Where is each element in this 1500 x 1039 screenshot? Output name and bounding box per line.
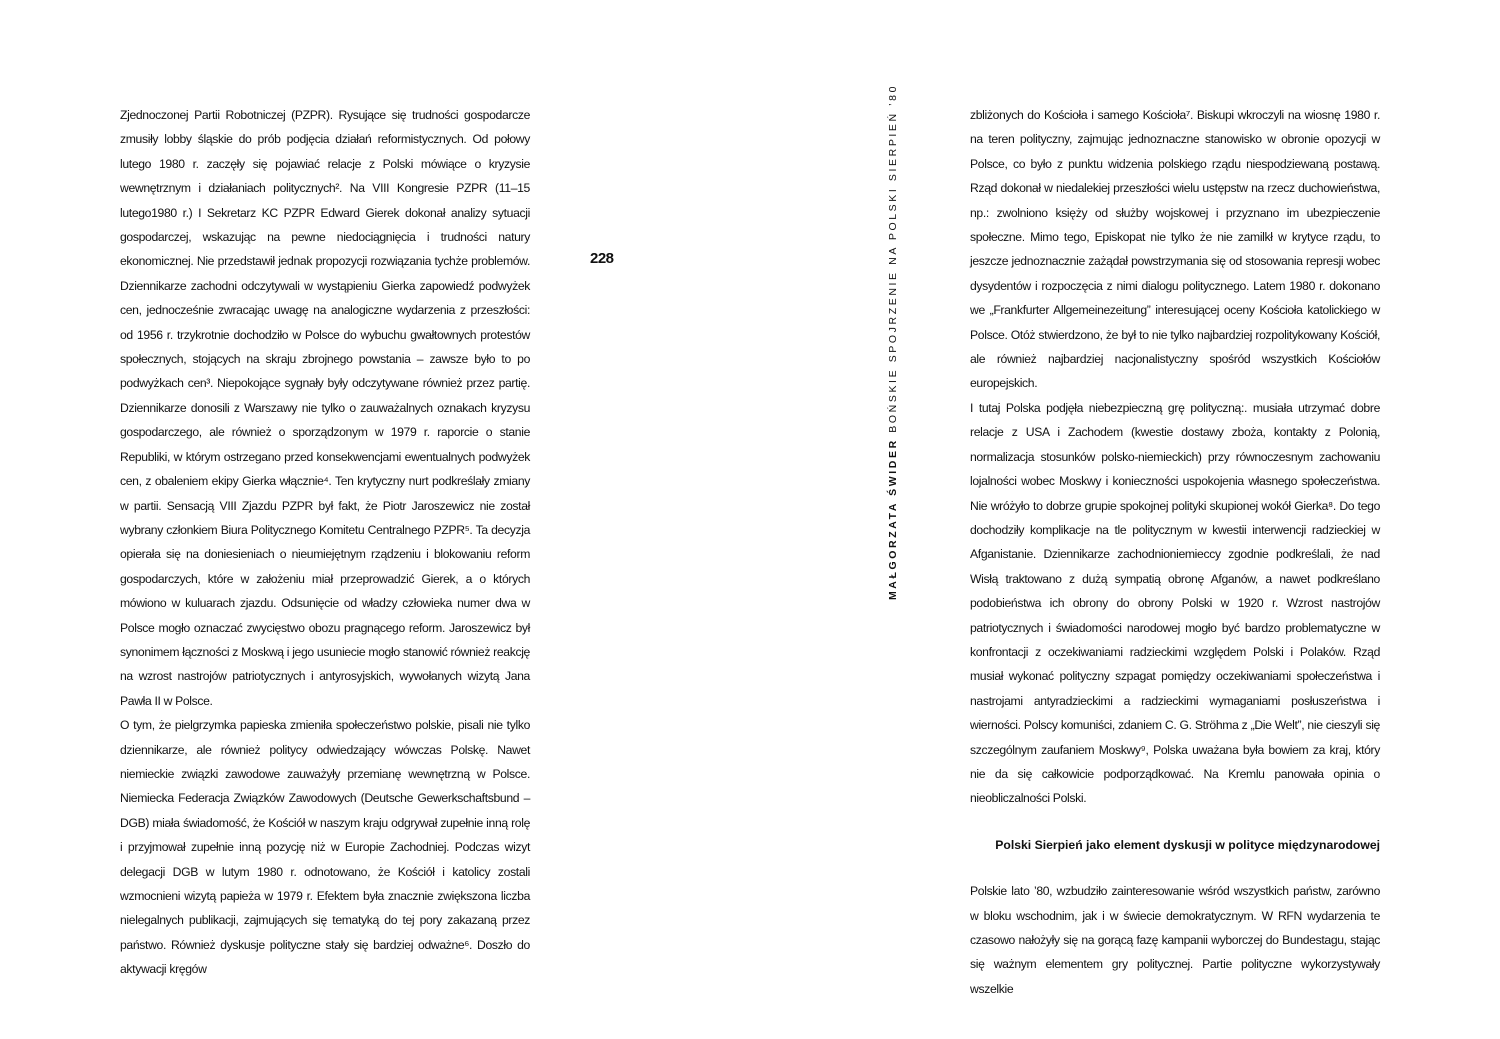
page-number: 228 xyxy=(590,250,614,267)
section-heading: Polski Sierpień jako element dyskusji w polityce międzynarodowej xyxy=(995,837,1380,852)
right-page-column xyxy=(970,103,1380,1001)
right-paragraph-1: zbliżonych do Kościoła i samego Kościoła⁷. Biskupi wkroczyli na wiosnę 1980 r. na teren polityczny, zajmując jednoznaczne stanowisko w obronie opozycji w Polsce, co było z punktu widzenia polskiego rządu niespodziewaną postawą. Rząd dokonał w niedalekiej przeszłości wielu ustępstw na rzecz duchowieństwa, np.: zwolniono księży od służby wojskowej i przyznano im ubezpieczenie społeczne. Mimo tego, Episkopat nie tylko że nie zamilkł w krytyce rządu, to jeszcze jednoznacznie zażądał powstrzymania się od stosowania represji wobec dysydentów i rozpoczęcia z nimi dialogu politycznego. Latem 1980 r. dokonano we „Frankfurter Allgemeinezeitung” interesującej oceny Kościoła katolickiego w Polsce. Otóż stwierdzono, że był to nie tylko najbardziej rozpolitykowany Kościół, ale również najbardziej nacjonalistyczny spośród wszystkich Kościołów europejskich. xyxy=(970,108,1380,391)
left-page-column xyxy=(120,103,530,982)
running-head-title: BOŃSKIE SPOJRZENIE NA POLSKI SIERPIEŃ ’80 xyxy=(887,83,899,439)
right-paragraph-3: Polskie lato ’80, wzbudziło zainteresowanie wśród wszystkich państw, zarówno w bloku wschodnim, jak i w świecie demokratycznym. W RFN wydarzenia te czasowo nałożyły się na gorącą fazę kampanii wyborczej do Bundestagu, stając się ważnym elementem gry politycznej. Partie polityczne wykorzystywały wszelkie xyxy=(970,884,1380,996)
left-paragraph-1: Zjednoczonej Partii Robotniczej (PZPR). Rysujące się trudności gospodarcze zmusiły lobby śląskie do prób podjęcia działań reformistycznych. Od połowy lutego 1980 r. zaczęły się pojawiać relacje z Polski mówiące o kryzysie wewnętrznym i działaniach politycznych². Na VIII Kongresie PZPR (11–15 lutego1980 r.) I Sekretarz KC PZPR Edward Gierek dokonał analizy sytuacji gospodarczej, wskazując na pewne niedociągnięcia i trudności natury ekonomicznej. Nie przedstawił jednak propozycji rozwiązania tychże problemów. Dziennikarze zachodni odczytywali w wystąpieniu Gierka zapowiedź podwyżek cen, jednocześnie zwracając uwagę na analogiczne wydarzenia z przeszłości: od 1956 r. trzykrotnie dochodziło w Polsce do wybuchu gwałtownych protestów społecznych, stojących na skraju zbrojnego powstania – zawsze było to po podwyżkach cen³. Niepokojące sygnały były odczytywane również przez partię. Dziennikarze donosili z Warszawy nie tylko o zauważalnych oznakach kryzysu gospodarczego, ale również o sporządzonym w 1979 r. raporcie o stanie Republiki, w którym ostrzegano przed konsekwencjami ewentualnych podwyżek cen, z obaleniem ekipy Gierka włącznie⁴. Ten krytyczny nurt podkreślały zmiany w partii. Sensacją VIII Zjazdu PZPR był fakt, że Piotr Jaroszewicz nie został wybrany członkiem Biura Politycznego Komitetu Centralnego PZPR⁵. Ta decyzja opierała się na doniesieniach o nieumiejętnym rządzeniu i blokowaniu reform gospodarczych, które w założeniu miał przeprowadzić Gierek, a o których mówiono w kuluarach zjazdu. Odsunięcie od władzy człowieka numer dwa w Polsce mogło oznaczać zwycięstwo obozu pragnącego reform. Jaroszewicz był synonimem łączności z Moskwą i jego usuniecie mogło stanowić również reakcję na wzrost nastrojów patriotycznych i antyrosyjskich, wywołanych wizytą Jana Pawła II w Polsce. xyxy=(120,108,530,708)
right-paragraph-2: I tutaj Polska podjęła niebezpieczną grę polityczną:. musiała utrzymać dobre relacje z USA i Zachodem (kwestie dostawy zboża, kontakty z Polonią, normalizacja stosunków polsko-niemieckich) przy równoczesnym zachowaniu lojalności wobec Moskwy i konieczności uspokojenia własnego społeczeństwa. Nie wróżyło to dobrze grupie spokojnej polityki skupionej wokół Gierka⁸. Do tego dochodziły komplikacje na tle politycznym w kwestii interwencji radzieckiej w Afganistanie. Dziennikarze zachodnioniemieccy zgodnie podkreślali, że nad Wisłą traktowano z dużą sympatią obronę Afganów, a nawet podkreślano podobieństwa ich obrony do obrony Polski w 1920 r. Wzrost nastrojów patriotycznych i świadomości narodowej mogło być bardzo problematyczne w konfrontacji z oczekiwaniami radzieckimi względem Polski i Polaków. Rząd musiał wykonać polityczny szpagat pomiędzy oczekiwaniami społeczeństwa i nastrojami antyradzieckimi a radzieckimi wymaganiami posłuszeństwa i wierności. Polscy komuniści, zdaniem C. G. Ströhma z „Die Welt”, nie cieszyli się szczególnym zaufaniem Moskwy⁹, Polska uważana była bowiem za kraj, który nie da się całkowicie podporządkować. Na Kremlu panowała opinia o nieobliczalności Polski. xyxy=(970,400,1380,806)
running-head-author: MAŁGORZATA ŚWIDER xyxy=(887,438,899,601)
running-head xyxy=(887,84,899,600)
left-paragraph-2: O tym, że pielgrzymka papieska zmieniła społeczeństwo polskie, pisali nie tylko dziennikarze, ale również politycy odwiedzający wówczas Polskę. Nawet niemieckie związki zawodowe zauważyły przemianę wewnętrzną w Polsce. Niemiecka Federacja Związków Zawodowych (Deutsche Gewerkschaftsbund – DGB) miała świadomość, że Kościół w naszym kraju odgrywał zupełnie inną rolę i przyjmował zupełnie inną pozycję niż w Europie Zachodniej. Podczas wizyt delegacji DGB w lutym 1980 r. odnotowano, że Kościół i katolicy zostali wzmocnieni wizytą papieża w 1979 r. Efektem była znacznie zwiększona liczba nielegalnych publikacji, zajmujących się tematyką do tej pory zakazaną przez państwo. Również dyskusje polityczne stały się bardziej odważne⁶. Doszło do aktywacji kręgów xyxy=(120,718,530,977)
